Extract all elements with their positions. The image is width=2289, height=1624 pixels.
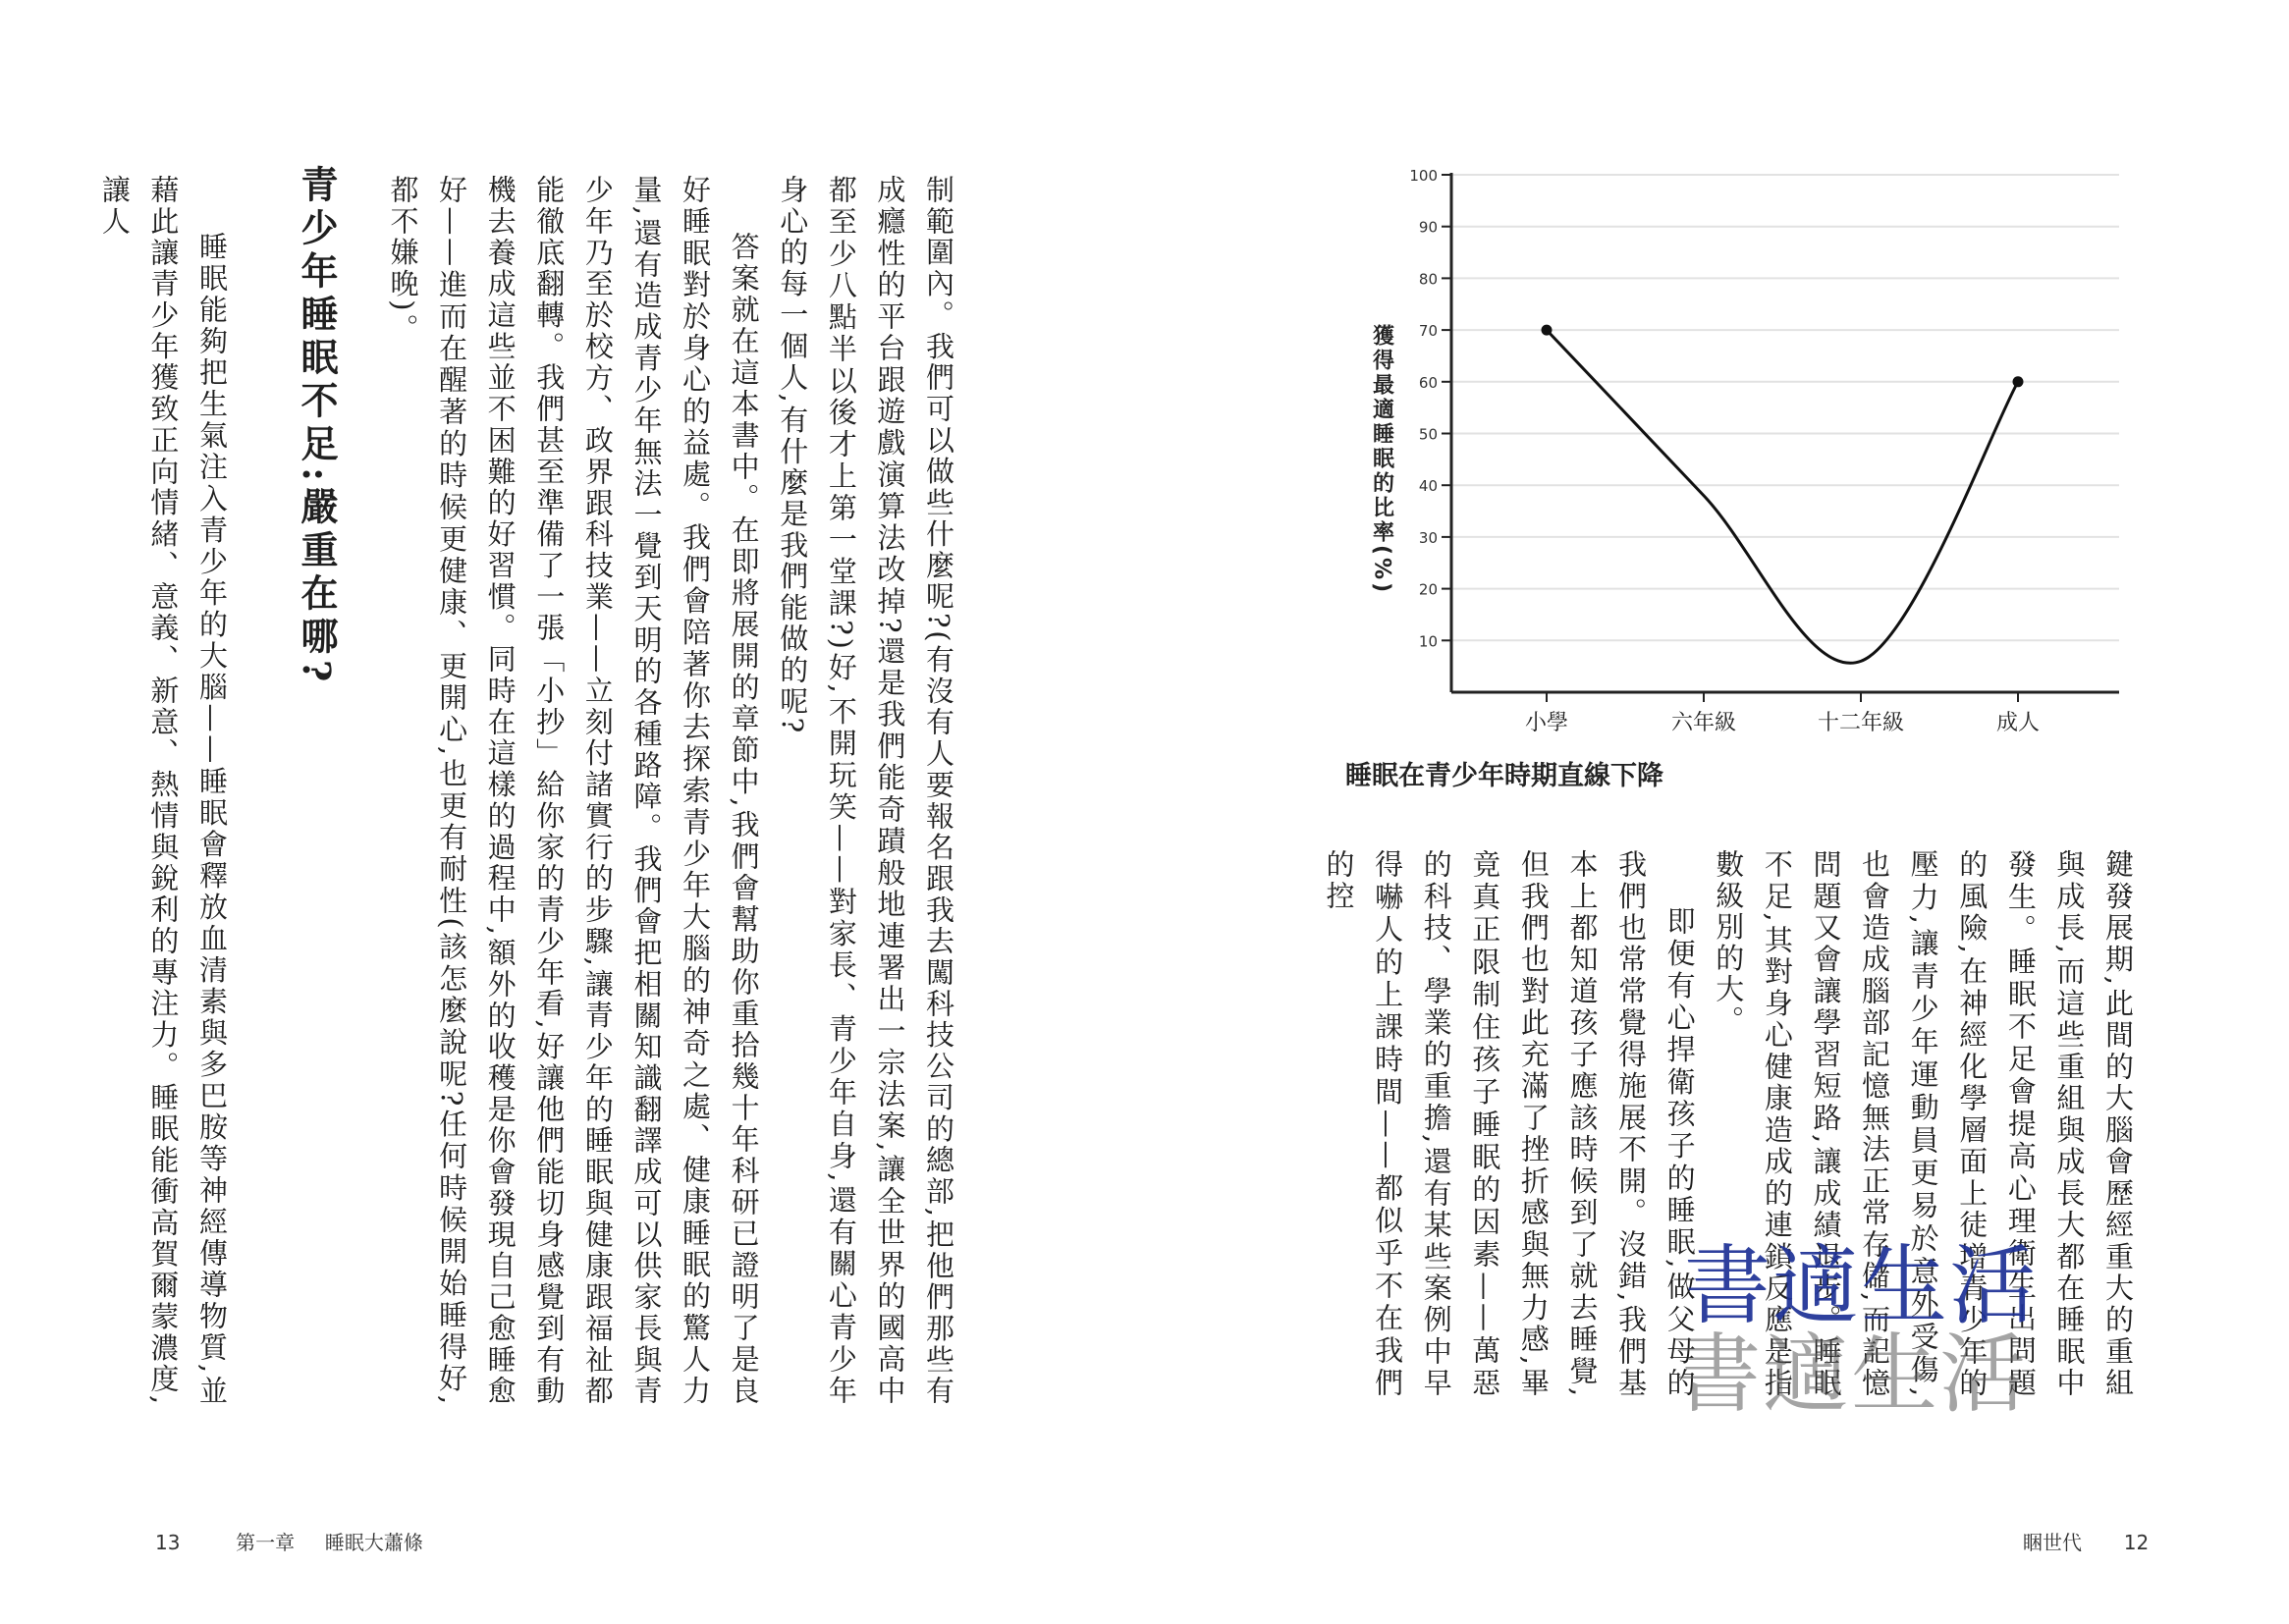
section-paragraph: 睡眠能夠把生氣注入青少年的大腦——睡眠會釋放血清素與多巴胺等神經傳導物質,並藉此讓青少年獲致正向情緒、意義、新意、熱情與銳利的專注力。睡眠能衝高賀爾蒙濃度,讓人	[97, 175, 229, 1407]
running-head: 睏世代	[2023, 1531, 2082, 1554]
y-tick-label: 100	[1409, 167, 1438, 185]
y-tick-label: 10	[1418, 632, 1438, 651]
section-heading: 青少年睡眠不足:嚴重在哪?	[295, 165, 339, 688]
page-number-left: 13	[155, 1531, 181, 1554]
x-tick-label: 六年級	[1670, 711, 1737, 735]
y-tick-label: 50	[1418, 425, 1438, 444]
chart-y-axis-label: 獲得最適睡眠的比率(%)	[1369, 324, 1394, 596]
y-tick-label: 60	[1418, 373, 1438, 392]
y-tick-label: 40	[1418, 477, 1438, 496]
right-paragraph-2: 即便有心捍衛孩子的睡眠,做父母的我們也常常覺得施展不開。沒錯,我們基本上都知道孩子應該時候到了就去睡覺,但我們也對此充滿了挫折感與無力感,畢竟真正限制住孩子睡眠的因素——萬惡的科技、學業的重擔,還有某些案例中早得嚇人的上課時間——都似乎不在我們的控	[1322, 849, 1697, 1399]
left-page	[0, 0, 1144, 1624]
right-footer	[2023, 1527, 2149, 1555]
watermark: 書適生活	[1684, 1235, 2039, 1336]
left-paragraph-1: 制範圍內。我們可以做些什麼呢?(有沒有人要報名跟我去闖科技公司的總部,把他們那些有成癮性的平台跟遊戲演算法改掉?還是我們能奇蹟般地連署出一宗法案,讓全世界的國高中都至少八點半以後才上第一堂課?)好,不開玩笑——對家長、青少年自身,還有關心青少年身心的每一個人,有什麼是我們能做的呢?	[776, 175, 955, 1407]
y-tick-label: 70	[1418, 322, 1438, 341]
chapter-title: 睡眠大蕭條	[324, 1531, 423, 1554]
x-tick-label: 小學	[1524, 711, 1569, 735]
x-tick-label: 十二年級	[1817, 711, 1905, 735]
chart-title: 睡眠在青少年時期直線下降	[1345, 761, 1663, 791]
left-footer	[155, 1527, 423, 1555]
y-tick-label: 20	[1418, 580, 1438, 599]
chapter-label: 第一章	[236, 1531, 296, 1554]
y-tick-label: 30	[1418, 528, 1438, 547]
left-page-body	[378, 175, 962, 1407]
watermark-shadow: 書適生活	[1674, 1324, 2029, 1425]
y-tick-label: 90	[1418, 218, 1438, 237]
x-tick-label: 成人	[1995, 711, 2041, 735]
page-number-right: 12	[2123, 1531, 2150, 1554]
left-paragraph-2: 答案就在這本書中。在即將展開的章節中,我們會幫助你重拾幾十年科研已證明了是良好睡眠對於身心的益處。我們會陪著你去探索青少年大腦的神奇之處、健康睡眠的驚人力量,還有造成青少年無法一覺到天明的各種路障。我們會把相關知識翻譯成可以供家長與青少年乃至於校方、政界跟科技業——立刻付諸實行的步驟,讓青少年的睡眠與健康跟福祉都能徹底翻轉。我們甚至準備了一張「小抄」給你家的青少年看,好讓他們能切身感覺到有動機去養成這些並不困難的好習慣。同時在這樣的過程中,額外的收穫是你會發現自己愈睡愈好——進而在醒著的時候更健康、更開心,也更有耐性(該怎麼說呢?任何時候開始睡得好,都不嫌晚)。	[386, 175, 761, 1407]
y-tick-label: 80	[1418, 270, 1438, 289]
section-body	[89, 175, 236, 1407]
right-paragraph-1: 鍵發展期,此間的大腦會歷經重大的重組與成長,而這些重組與成長大都在睡眠中發生。睡眠不足會提高心理衛生出問題的風險,在神經化學層面上徒增青少年的壓力,讓青少年運動員更易於意外受傷,也會造成腦部記憶無法正常存儲,而記憶問題又會讓學習短路,讓成績退步。睡眠不足,其對身心健康造成的連鎖反應是指數級別的大。	[1712, 849, 2135, 1399]
